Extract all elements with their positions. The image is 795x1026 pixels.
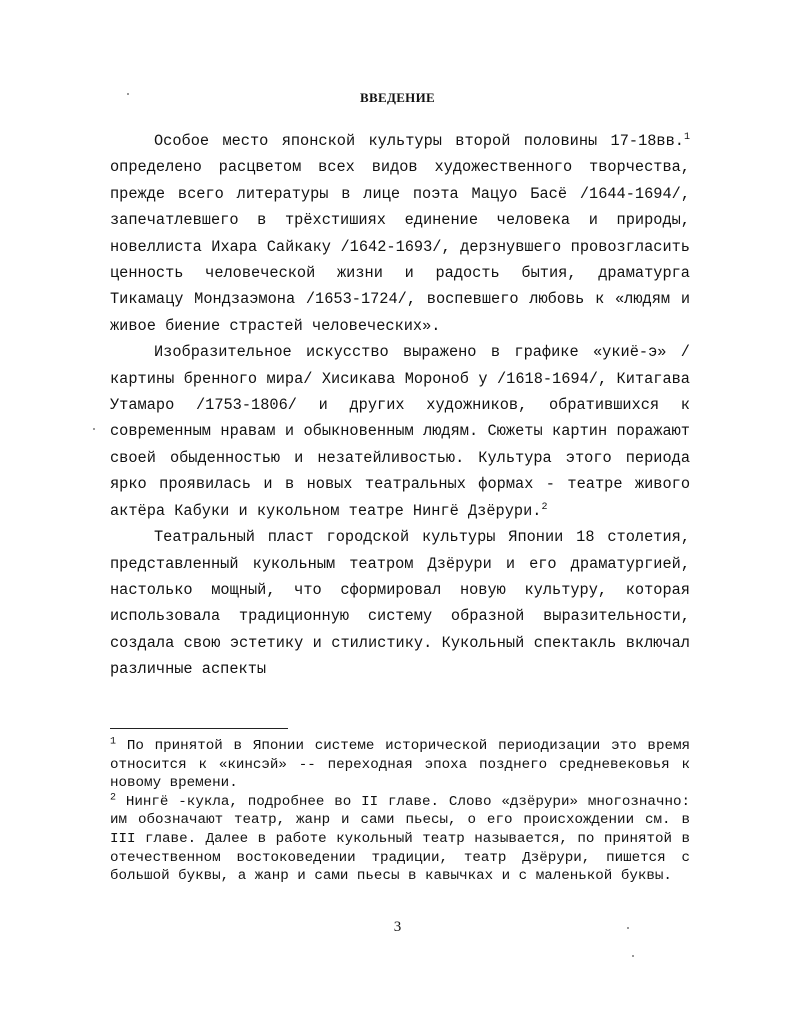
body-text — [110, 128, 690, 683]
scan-speck — [93, 428, 95, 430]
footnote-ref-2: 2 — [541, 501, 548, 513]
footnotes — [110, 737, 690, 886]
footnote-1 — [110, 737, 690, 793]
paragraph-2 — [110, 339, 690, 524]
footnote-separator — [110, 728, 288, 729]
paragraph-1-text-cont: определено расцветом всех видов художественного творчества, прежде всего литературы в лице поэта Мацуо Басё /1644-1694/, запечатлевшего в трёхстишиях единение человека и природы, новеллиста Ихара Сайкаку /1642-1693/, дерзнувшего провозгласить ценность человеческой жизни и радость бытия, драматурга Тикамацу Мондзаэмона /1653-1724/, воспевшего любовь к «людям и живое биение страстей человеческих». — [110, 158, 690, 335]
scan-speck — [627, 927, 629, 929]
scan-speck — [127, 93, 129, 95]
footnote-2-mark: 2 — [110, 792, 117, 804]
scan-speck — [632, 955, 634, 957]
footnote-ref-1: 1 — [683, 131, 690, 143]
paragraph-3-text: Театральный пласт городской культуры Японии 18 столетия, представленный кукольным театром Дзёрури и его драматургией, настолько мощный, что сформировал новую культуру, которая использовала традиционную систему образной выразительности, создала свою эстетику и стилистику. Кукольный спектакль включал различные аспекты — [110, 528, 690, 679]
footnote-1-mark: 1 — [110, 736, 117, 748]
footnote-2-text: Нингё -кукла, подробнее во II главе. Слово «дзёрури» многозначно: им обозначают театр, жанр и сами пьесы, о его происхождении см. в III главе. Далее в работе кукольный театр называется, по принятой в отечественном востоковедении традиции, театр Дзёрури, пишется с большой буквы, а жанр и сами пьесы в кавычках и с маленькой буквы. — [110, 793, 690, 885]
paragraph-3 — [110, 524, 690, 682]
paragraph-1 — [110, 128, 690, 339]
paragraph-1-text: Особое место японской культуры второй половины 17-18вв. — [154, 132, 684, 150]
paragraph-2-text: Изобразительное искусство выражено в графике «укиё-э» /картины бренного мира/ Хисикава Мороноб у /1618-1694/, Китагава Утамаро /1753-1806/ и других художников, обратившихся к современным нравам и обыкновенным людям. Сюжеты картин поражают своей обыденностью и незатейливостью. Культура этого периода ярко проявилась и в новых театральных формах - театре живого актёра Кабуки и кукольном театре Нингё Дзёрури. — [110, 343, 690, 520]
section-title: ВВЕДЕНИЕ — [360, 90, 435, 105]
footnote-2 — [110, 793, 690, 886]
footnote-1-text: По принятой в Японии системе исторической периодизации это время относится к «кинсэй» -- переходная эпоха позднего средневековья к новому времени. — [110, 738, 690, 792]
page-number: 3 — [393, 919, 402, 935]
